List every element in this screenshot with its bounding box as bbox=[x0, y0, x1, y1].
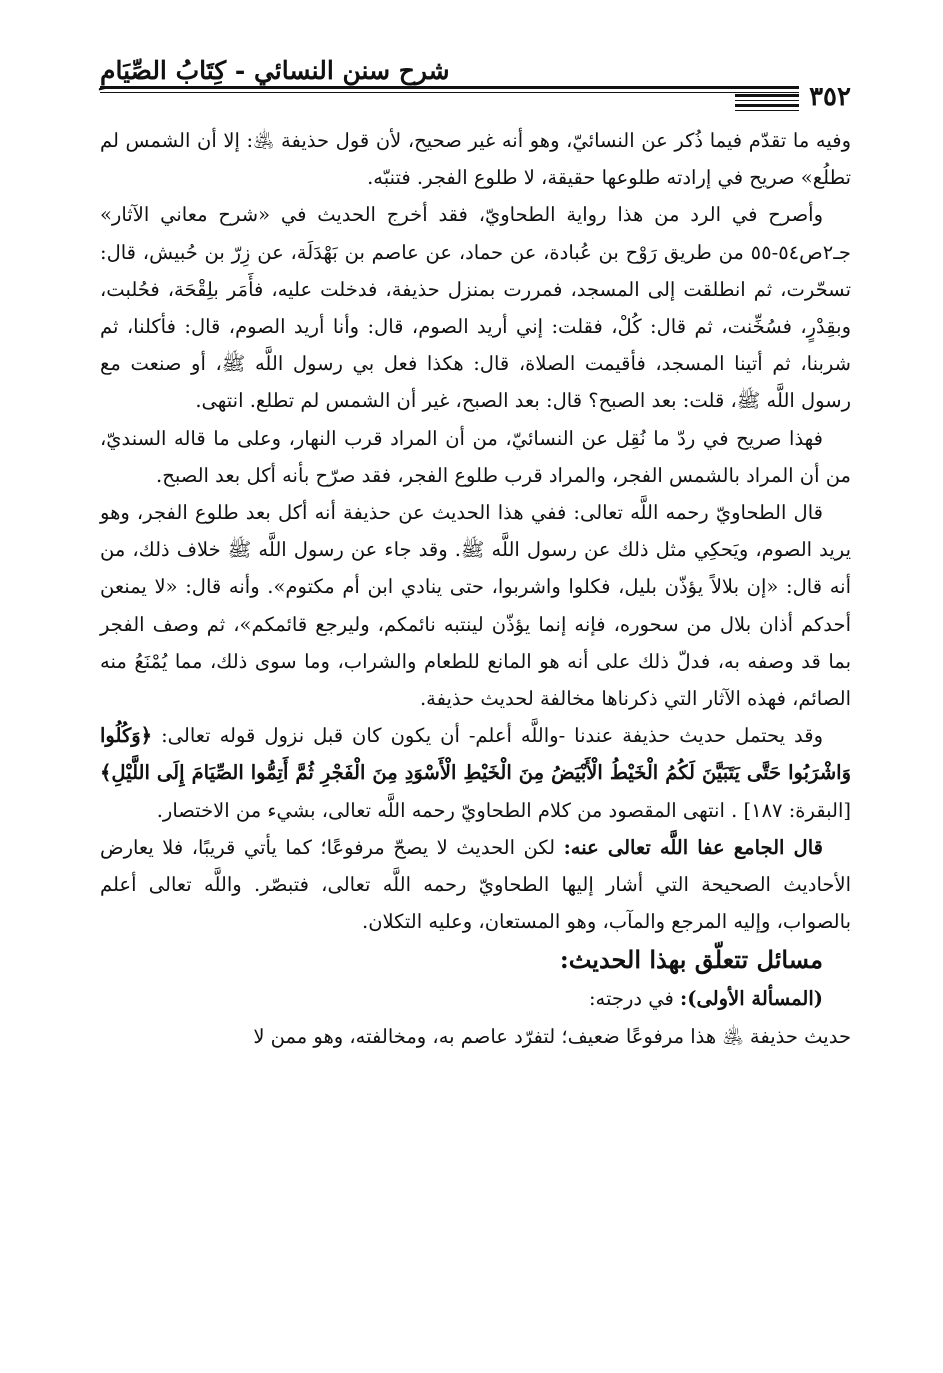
paragraph-3: فهذا صريح في ردّ ما نُقِل عن النسائيّ، من أن المراد قرب النهار، وعلى ما قاله السنديّ، من أن المراد بالشمس الفجر، والمراد قرب طلوع الفجر، فقد صرّح بأنه أكل بعد الصبح. bbox=[100, 426, 851, 487]
paragraph-5 bbox=[100, 717, 851, 829]
paragraph-1: وفيه ما تقدّم فيما ذُكر عن النسائيّ، وهو أنه غير صحيح، لأن قول حذيفة ﵁: إلا أن الشمس لم تطلُع» صريح في إرادته طلوعها حقيقة، لا طلوع الفجر. فتنبّه. bbox=[100, 129, 851, 190]
compiler-remark-label: قال الجامع عفا اللَّه تعالى عنه: bbox=[563, 835, 823, 859]
paragraph-2: وأصرح في الرد من هذا رواية الطحاويّ، فقد أخرج الحديث في «شرح معاني الآثار» جـ٢ص٥٤-٥٥ من طريق رَوْح بن عُبادة، عن حماد، عن عاصم بن بَهْدَلَة، عن زِرّ بن حُبيش، قال: تسحّرت، ثم انطلقت إلى المسجد، فمررت بمنزل حذيفة، فدخلت عليه، فأَمَر بلِقْحَة، فحُلبت، وبقِدْرٍ، فسُخِّنت، ثم قال: كُلْ، فقلت: إني أريد الصوم، قال: وأنا أريد الصوم، قال: فأكلنا، ثم شربنا، ثم أتينا المسجد، فأقيمت الصلاة، قال: هكذا فعل بي رسول اللَّه ﷺ، أو صنعت مع رسول اللَّه ﷺ، قلت: بعد الصبح؟ قال: بعد الصبح، غير أن الشمس لم تطلع. انتهى. bbox=[100, 203, 851, 413]
issue-text: في درجته: bbox=[588, 987, 674, 1011]
quran-verse: ﴿وَكُلُوا وَاشْرَبُوا حَتَّى يَتَبَيَّنَ لَكُمُ الْخَيْطُ الْأَبْيَضُ مِنَ الْخَيْطِ الْأَسْوَدِ مِنَ الْفَجْرِ ثُمَّ أَتِمُّوا الصِّيَامَ إِلَى اللَّيْلِ﴾ bbox=[100, 724, 851, 785]
paragraph-5-intro: وقد يحتمل حديث حذيفة عندنا -واللَّه أعلم- أن يكون كان قبل نزول قوله تعالى: bbox=[161, 724, 823, 748]
header-rule bbox=[100, 86, 851, 93]
running-header bbox=[100, 50, 851, 112]
paragraph-6 bbox=[100, 829, 851, 941]
issue-label: (المسألة الأولى): bbox=[680, 987, 823, 1011]
running-title: شرح سنن النسائي - كِتَابُ الصِّيَامِ bbox=[100, 56, 450, 85]
compiler-remark-text: لكن الحديث لا يصحّ مرفوعًا؛ كما يأتي قريبًا، فلا يعارض الأحاديث الصحيحة التي أشار إليها الطحاويّ رحمه اللَّه تعالى، فتبصّر. واللَّه تعالى أعلم بالصواب، وإليه المرجع والمآب، وهو المستعان، وعليه التكلان. bbox=[100, 835, 851, 934]
paragraph-5-rest: [البقرة: ١٨٧] . انتهى المقصود من كلام الطحاويّ رحمه اللَّه تعالى، بشيء من الاختصار. bbox=[156, 798, 851, 822]
section-heading: مسائل تتعلّق بهذا الحديث: bbox=[559, 945, 823, 975]
issue-line bbox=[100, 980, 851, 1017]
paragraph-7: حديث حذيفة ﵁ هذا مرفوعًا ضعيف؛ لتفرّد عاصم به، ومخالفته، وهو ممن لا bbox=[253, 1024, 851, 1048]
paragraph-4: قال الطحاويّ رحمه اللَّه تعالى: ففي هذا الحديث عن حذيفة أنه أكل بعد طلوع الفجر، وهو يريد الصوم، ويَحكِي مثل ذلك عن رسول اللَّه ﷺ. وقد جاء عن رسول اللَّه ﷺ خلاف ذلك، من أنه قال: «إن بلالاً يؤذّن بليل، فكلوا واشربوا، حتى ينادي ابن أم مكتوم». وأنه قال: «لا يمنعن أحدكم أذان بلال من سحوره، فإنه إنما يؤذّن لينتبه نائمكم، وليرجع قائمكم»، ثم وصف الفجر بما قد وصفه به، فدلّ ذلك على أنه هو المانع للطعام والشراب، وما سوى ذلك، مما يُمْنَعُ منه الصائم، فهذه الآثار التي ذكرناها مخالفة لحديث حذيفة. bbox=[100, 501, 851, 711]
page-number: ٣٥٢ bbox=[799, 82, 851, 112]
page-body bbox=[100, 122, 851, 1055]
